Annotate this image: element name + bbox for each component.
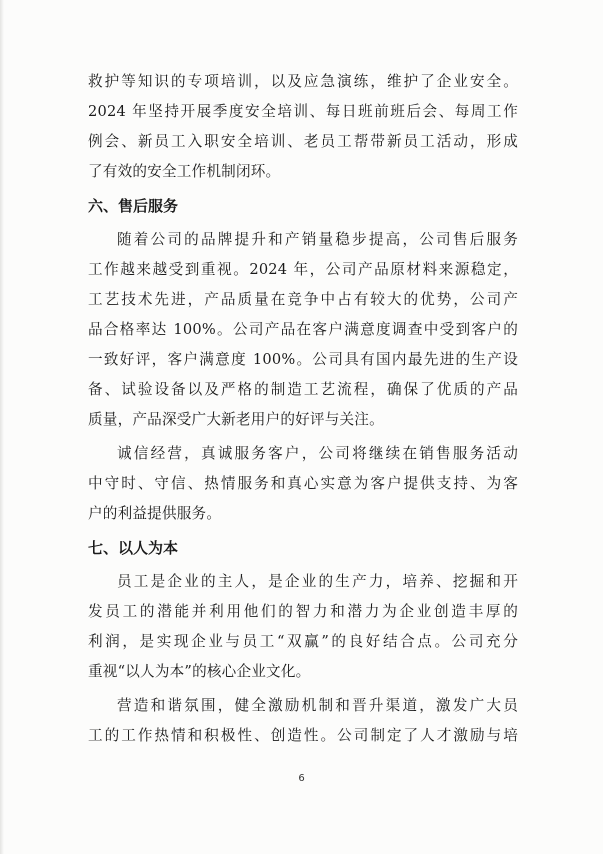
text-line: 诚信经营，真诚服务客户，公司将继续在销售服务活动 [117, 445, 518, 462]
document-body [88, 67, 518, 751]
text-line: 质量，产品深受广大新老用户的好评与关注。 [88, 411, 384, 428]
text-line: 利润，是实现企业与员工“双赢”的良好结合点。公司充分 [88, 633, 518, 650]
text-line: 例会、新员工入职安全培训、老员工帮带新员工活动，形成 [88, 133, 518, 150]
text-line: 营造和谐氛围，健全激励机制和晋升渠道，激发广大员 [117, 697, 518, 714]
page-number: 6 [298, 773, 305, 784]
text-line: 备、试验设备以及严格的制造工艺流程，确保了优质的产品 [88, 381, 518, 398]
section-heading-after-sales: 六、售后服务 [88, 197, 179, 215]
text-line: 中守时、守信、热情服务和真心实意为客户提供支持、为客 [88, 475, 518, 492]
paragraph-incentives [88, 691, 518, 751]
text-line: 品合格率达 100%。公司产品在客户满意度调查中受到客户的 [88, 321, 518, 338]
text-line: 工的工作热情和积极性、创造性。公司制定了人才激励与培 [88, 727, 518, 744]
text-line: 了有效的安全工作机制闭环。 [88, 163, 281, 180]
text-line: 随着公司的品牌提升和产销量稳步提高，公司售后服务 [117, 231, 518, 248]
paragraph-honest-service [88, 439, 518, 529]
page-edge-shadow [0, 0, 4, 854]
paragraph-after-sales-quality [88, 225, 518, 435]
text-line: 户的利益提供服务。 [88, 505, 222, 522]
text-line: 重视“以人为本”的核心企业文化。 [88, 663, 311, 680]
section-heading-people-oriented: 七、以人为本 [88, 539, 179, 557]
text-line: 一致好评，客户满意度 100%。公司具有国内最先进的生产设 [88, 351, 518, 368]
text-line: 2024 年坚持开展季度安全培训、每日班前班后会、每周工作 [88, 103, 518, 120]
text-line: 救护等知识的专项培训，以及应急演练，维护了企业安全。 [88, 73, 518, 90]
text-line: 工作越来越受到重视。2024 年，公司产品原材料来源稳定， [88, 261, 518, 278]
text-line: 发员工的潜能并利用他们的智力和潜力为企业创造丰厚的 [88, 603, 518, 620]
paragraph-safety-training [88, 67, 518, 187]
paragraph-employees [88, 567, 518, 687]
text-line: 工艺技术先进，产品质量在竞争中占有较大的优势，公司产 [88, 291, 518, 308]
text-line: 员工是企业的主人，是企业的生产力，培养、挖掘和开 [117, 573, 518, 590]
